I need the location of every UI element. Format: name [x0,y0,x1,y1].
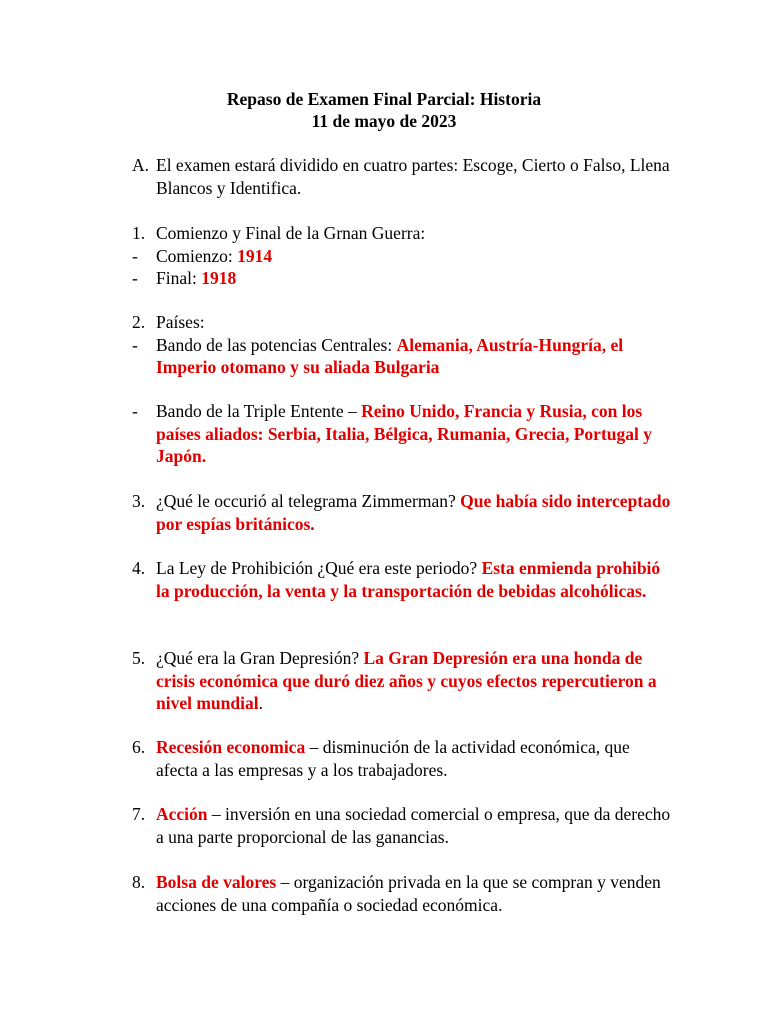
intro-marker: A. [132,155,150,175]
question-3-text: ¿Qué le occurió al telegrama Zimmerman? [156,491,461,511]
question-5-period: . [258,693,263,714]
question-2-number: 2. [132,312,146,332]
question-3-answer: Que había sido interceptado por espías británicos. [156,491,671,534]
bullet-dash: - [132,334,138,355]
bullet-dash: - [132,268,138,289]
question-4-answer: Esta enmienda prohibió la producción, la venta y la transportación de bebidas alcohólicas. [156,558,661,601]
question-1-number: 1. [132,223,146,243]
question-7-definition: – inversión en una sociedad comercial o empresa, que da derecho a una parte proporcional de las ganancias. [156,804,671,847]
end-label: Final: [156,268,202,289]
central-powers-item [132,334,672,379]
question-7-number: 7. [132,804,146,824]
question-8-term: Bolsa de valores [156,872,277,892]
question-6 [132,736,672,781]
central-powers-label: Bando de las potencias Centrales: [156,334,397,355]
question-8-number: 8. [132,872,146,892]
question-8 [132,871,672,916]
start-label: Comienzo: [156,245,238,266]
question-4-text: La Ley de Prohibición ¿Qué era este periodo? [156,558,482,578]
start-answer: 1914 [237,245,273,266]
question-5-text: ¿Qué era la Gran Depresión? [156,648,364,668]
question-5-number: 5. [132,648,146,668]
entente-label: Bando de la Triple Entente – [156,401,362,421]
question-1-text: Comienzo y Final de la Grnan Guerra: [156,223,426,243]
question-5-answer: La Gran Depresión era una honda de crisis económica que duró diez años y cuyos efectos repercutieron a nivel mundial [156,648,657,714]
question-3-number: 3. [132,491,146,511]
end-answer: 1918 [201,268,237,289]
entente-item [132,400,672,468]
question-2-entente [132,400,672,468]
question-1-start [132,245,672,268]
question-6-number: 6. [132,737,146,757]
question-2-text: Países: [156,312,205,332]
bullet-dash: - [132,401,138,421]
question-6-term: Recesión economica [156,737,306,757]
question-1-end [132,267,672,290]
question-4-number: 4. [132,558,146,578]
intro-paragraph [132,154,672,199]
question-7 [132,803,672,848]
entente-answer: Reino Unido, Francia y Rusia, con los países aliados: Serbia, Italia, Bélgica, Rumania, Grecia, Portugal y Japón. [156,401,652,467]
bullet-dash: - [132,245,138,266]
intro-text: El examen estará dividido en cuatro partes: Escoge, Cierto o Falso, Llena Blancos y Identifica. [156,155,670,198]
question-2 [132,311,672,379]
page-date: 11 de mayo de 2023 [311,111,457,131]
central-powers-answer: Alemania, Austría-Hungría, el Imperio otomano y su aliada Bulgaria [156,334,624,378]
question-6-definition: – disminución de la actividad económica, que afecta a las empresas y a los trabajadores. [156,737,630,780]
question-5 [132,647,672,715]
page-title: Repaso de Examen Final Parcial: Historia [226,89,542,109]
question-8-definition: – organización privada en la que se compran y venden acciones de una compañía o sociedad económica. [156,872,661,915]
question-4 [132,557,672,602]
question-1 [132,222,672,290]
question-7-term: Acción [156,804,208,824]
question-3 [132,490,672,535]
